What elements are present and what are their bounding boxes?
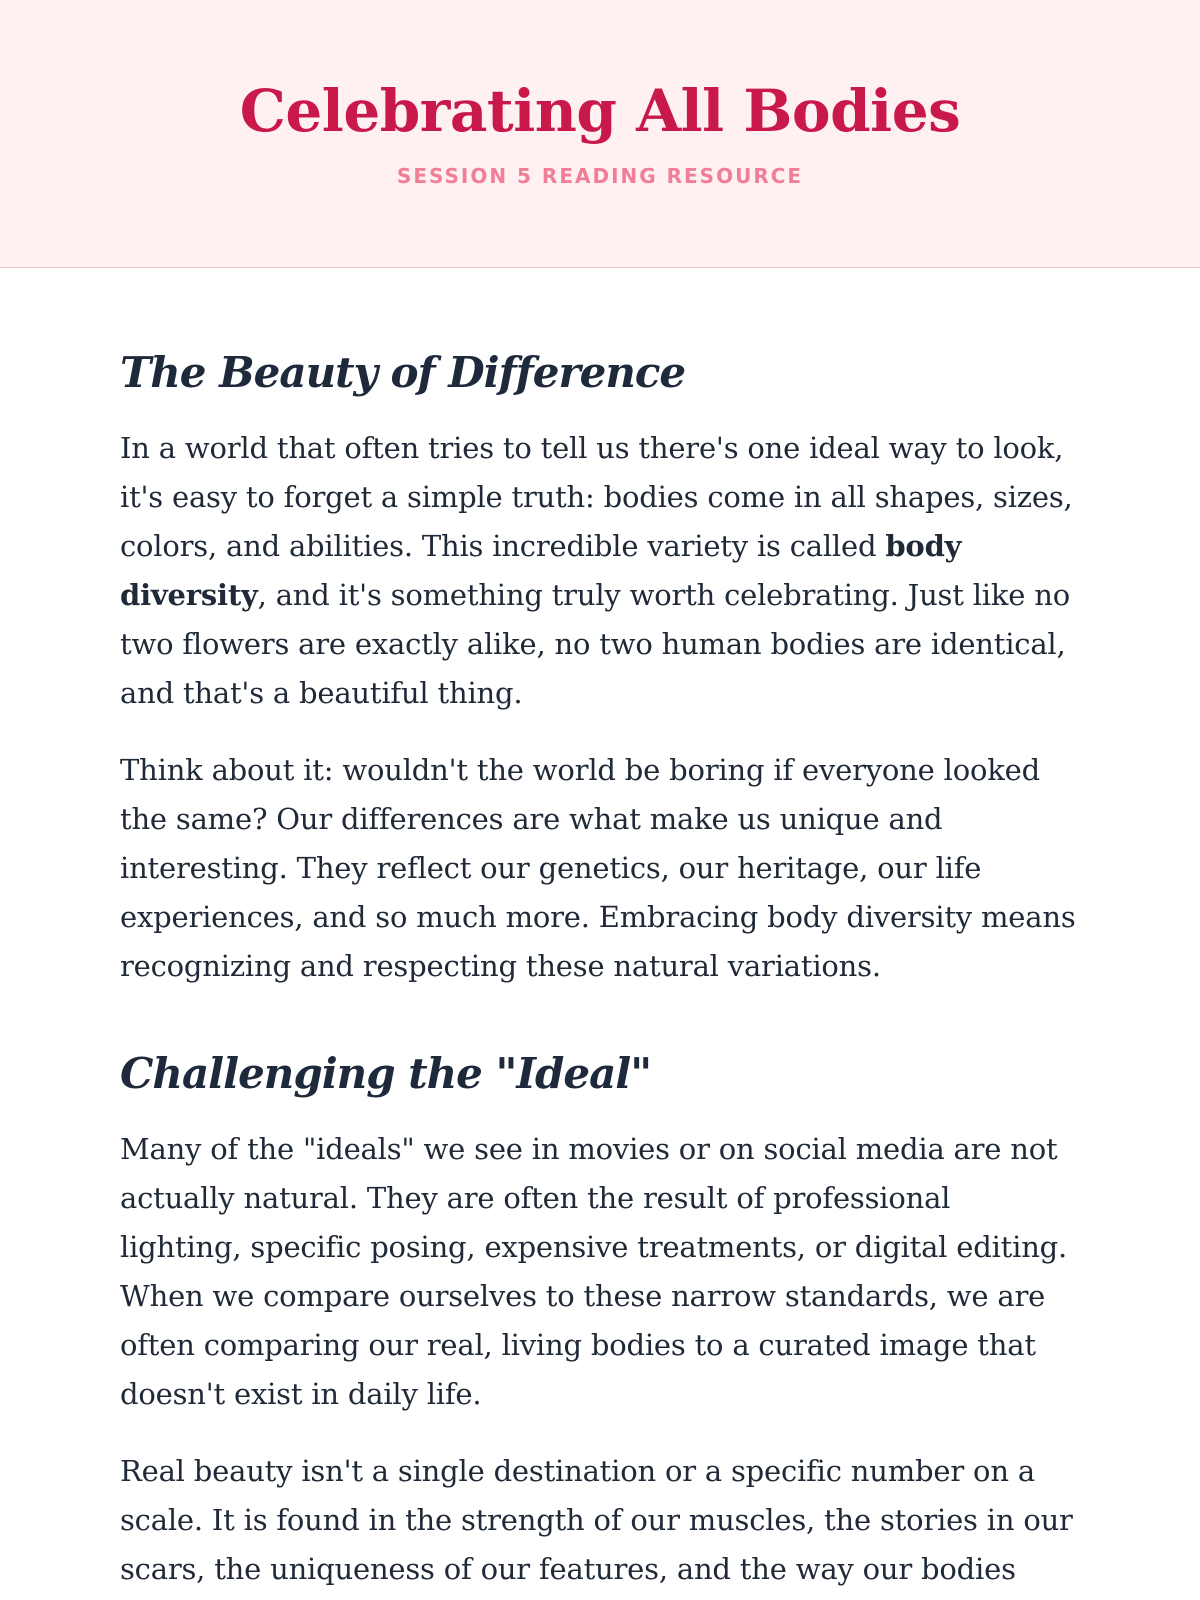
- paragraph: Many of the "ideals" we see in movies or on social media are not actually natural. They are often the result of professional lighting, specific posing, expensive treatments, or digital editing. When we compare ourselves to these narrow standards, we are often comparing our real, living bodies to a curated image that doesn't exist in daily life.: [120, 1132, 1068, 1412]
- section-challenging-ideal: [120, 1051, 1080, 1594]
- page-subtitle: SESSION 5 READING RESOURCE: [396, 164, 804, 188]
- paragraph-text: In a world that often tries to tell us there's one ideal way to look, it's easy to forget a simple truth: bodies come in all shapes, sizes, colors, and abilities. This incredible variety is called: [120, 431, 1073, 564]
- section-heading: Challenging the "Ideal": [120, 1049, 652, 1099]
- section-beauty-of-difference: [120, 350, 1080, 991]
- paragraph-text: , and it's something truly worth celebrating. Just like no two flowers are exactly alike, no two human bodies are identical, and that's a beautiful thing.: [120, 578, 1070, 711]
- paragraph: Think about it: wouldn't the world be boring if everyone looked the same? Our differences are what make us unique and interesting. They reflect our genetics, our heritage, our life experiences, and so much more. Embracing body diversity means recognizing and respecting these natural variations.: [120, 753, 1076, 984]
- reading-content: [120, 268, 1080, 1594]
- section-heading: The Beauty of Difference: [120, 348, 686, 397]
- emphasized-term: body diversity: [120, 529, 962, 613]
- page-header: [0, 0, 1200, 268]
- paragraph: [120, 424, 1080, 718]
- paragraph: Real beauty isn't a single destination or a specific number on a scale. It is found in the strength of our muscles, the stories in our scars, the uniqueness of our features, and the way our bodies: [120, 1454, 1073, 1587]
- page-title: Celebrating All Bodies: [239, 77, 961, 145]
